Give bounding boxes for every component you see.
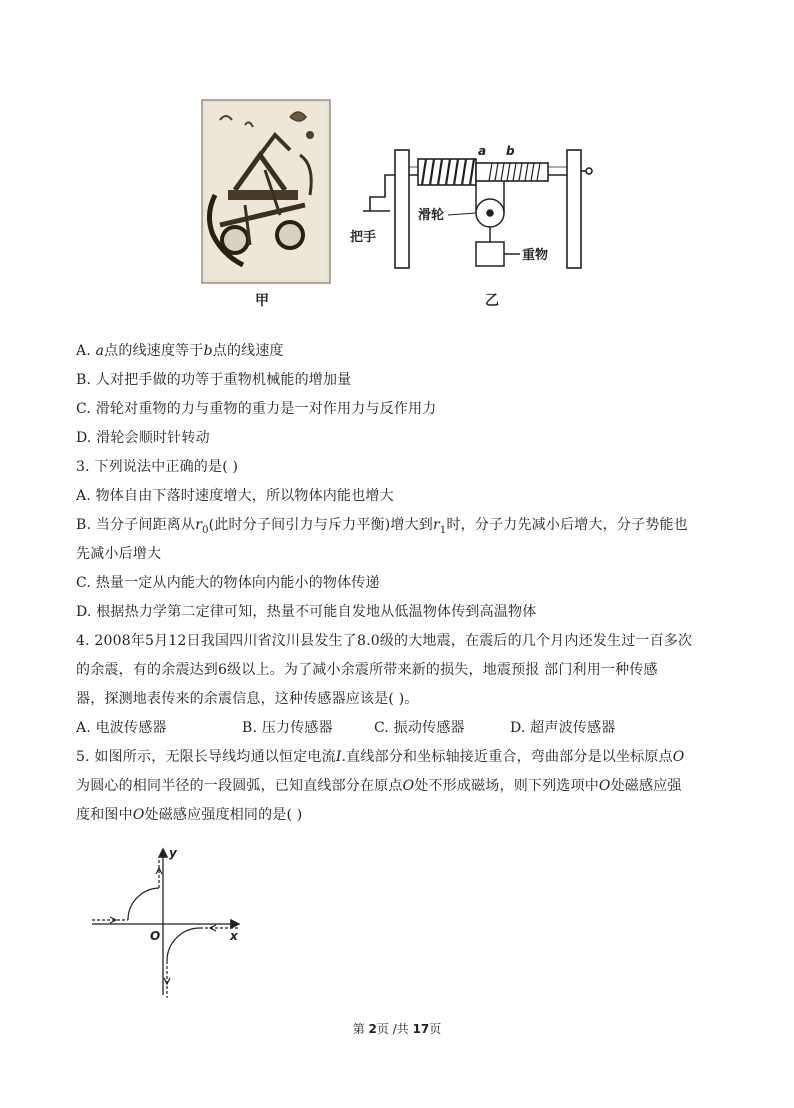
- wire-upper-left: [92, 858, 162, 923]
- q4-option-d: D. 超声波传感器: [510, 720, 616, 736]
- q5-stem-line2: 为圆心的相同半径的一段圆弧，已知直线部分在原点O处不形成磁场，则下列选项中O处磁感应强: [76, 778, 682, 794]
- q3-stem: 3. 下列说法中正确的是( ): [76, 459, 239, 475]
- page-footer: 第 2页 /共 17页: [352, 1022, 442, 1036]
- q4-stem-line3: 器，探测地表传来的余震信息，这种传感器应该是( )。: [76, 691, 419, 707]
- label-yi: 乙: [485, 293, 499, 309]
- label-origin: O: [150, 929, 161, 943]
- q4-stem-line1: 4. 2008年5月12日我国四川省汶川县发生了8.0级的大地震，在震后的几个月内还发生过一百多次: [76, 633, 693, 649]
- q4-stem-line2: 的余震，有的余震达到6级以上。为了减小余震所带来新的损失，地震预报 部门利用一种传感: [76, 662, 658, 678]
- label-x: x: [230, 929, 238, 943]
- q4-options: [76, 718, 615, 738]
- q3-option-d: D. 根据热力学第二定律可知，热量不可能自发地从低温物体传到高温物体: [76, 604, 537, 620]
- figure-windlass: [190, 95, 610, 315]
- q4-option-b: B. 压力传感器: [242, 720, 333, 736]
- wire-lower-right: [164, 925, 238, 998]
- q4-option-c: C. 振动传感器: [374, 720, 465, 736]
- q2-option-b: B. 人对把手做的功等于重物机械能的增加量: [76, 372, 352, 388]
- q2-option-c: C. 滑轮对重物的力与重物的重力是一对作用力与反作用力: [76, 401, 437, 417]
- q3-option-a: A. 物体自由下落时速度增大，所以物体内能也增大: [76, 488, 394, 504]
- label-pulley: 滑轮: [418, 208, 445, 223]
- q3-option-b: B. 当分子间距离从$r_0$(此时分子间引力与斥力平衡)增大到$r_1$时，分子力先减小后增大，分子势能也: [76, 517, 688, 536]
- q4-option-a: A. 电波传感器: [76, 720, 167, 736]
- label-jia: 甲: [255, 293, 269, 309]
- label-b: b: [506, 144, 515, 158]
- total-pages: 17: [412, 1022, 430, 1036]
- q5-stem-line1: 5. 如图所示，无限长导线均通以恒定电流I.直线部分和坐标轴接近重合，弯曲部分是以坐标原点O: [76, 749, 685, 765]
- q2-option-d: D. 滑轮会顺时针转动: [76, 430, 210, 446]
- label-weight: 重物: [522, 248, 549, 263]
- pulley-assembly: [448, 181, 520, 266]
- q3-option-b-line2: 先减小后增大: [76, 546, 162, 562]
- ancient-windlass-illustration: [202, 100, 330, 283]
- label-a: a: [478, 144, 487, 158]
- label-y: y: [169, 846, 177, 860]
- q2-option-a: A. a点的线速度等于b点的线速度: [76, 343, 284, 359]
- current-page: 2: [368, 1022, 377, 1036]
- label-handle: 把手: [350, 230, 377, 245]
- q3-option-c: C. 热量一定从内能大的物体向内能小的物体传递: [76, 575, 380, 591]
- figure-current-wire: [88, 840, 258, 1005]
- q5-stem-line3: 度和图中O处磁感应强度相同的是( ): [76, 807, 303, 823]
